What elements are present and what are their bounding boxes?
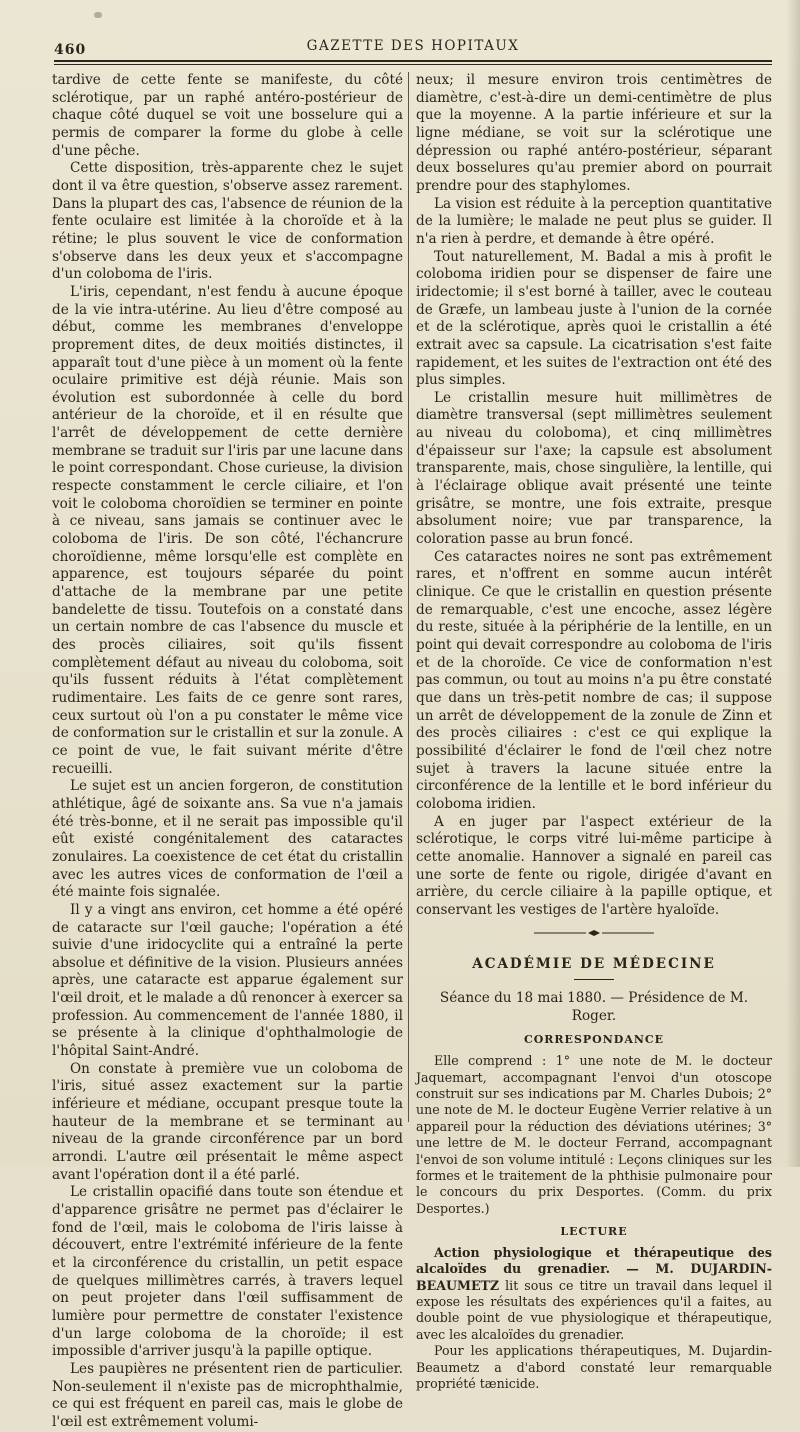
- paragraph: Les paupières ne présentent rien de particulier. Non-seulement il n'existe pas de microphthalmie, ce qui est fréquent en pareil cas, mais le globe de l'œil est extrêmement volumi-: [52, 1360, 403, 1430]
- lecture-body: lit sous ce titre un travail dans lequel il expose les résultats des expériences qu'il a faites, au double point de vue physiologique et thérapeutique, avec les alcaloïdes du grenadier.: [416, 1277, 772, 1342]
- paragraph: Il y a vingt ans environ, cet homme a été opéré de cataracte sur l'œil gauche; l'opération a été suivie d'une iridocyclite qui a entraîné la perte absolue et définitive de la vision. Plusieurs années après, une cataracte est apparue également sur l'œil droit, et le malade a dû renoncer à exercer sa profession. Au commencement de l'année 1880, il se présente à la clinique d'ophthalmologie de l'hôpital Saint-André.: [52, 901, 403, 1060]
- paragraph: Le cristallin opacifié dans toute son étendue et d'apparence grisâtre ne permet pas d'éclairer le fond de l'œil, mais le coloboma de l'iris laisse à découvert, entre l'extrémité inférieure de la fente et la circonférence du cristallin, un petit espace de quelques millimètres carrés, à travers lequel on peut projeter dans l'œil suffisamment de lumière pour permettre de constater l'existence d'un large coloboma de la choroïde; il est impossible d'arriver jusqu'à la papille optique.: [52, 1184, 403, 1360]
- paragraph: L'iris, cependant, n'est fendu à aucune époque de la vie intra-utérine. Au lieu d'être composé au début, comme les membranes d'enveloppe proprement dites, de deux moitiés distinctes, il apparaît tout d'une pièce à un moment où la fente oculaire primitive est déjà réunie. Mais son évolution est subordonnée à celle du bord antérieur de la choroïde, et il en résulte que l'arrêt de développement de cette dernière membrane se traduit sur l'iris par une lacune dans le point correspondant. Chose curieuse, la division respecte constamment le cercle ciliaire, et l'on voit le coloboma choroïdien se terminer en pointe à ce niveau, sans jamais se continuer avec le coloboma de l'iris. De son côté, l'échancrure choroïdienne, même lorsqu'elle est complète en apparence, est toujours séparée du point d'attache de la membrane par une petite bandelette de tissu. Toutefois on a constaté dans un certain nombre de cas l'absence du muscle et des procès ciliaires, soit qu'ils fissent complètement défaut au niveau du coloboma, soit qu'ils fussent réduits à l'état complètement rudimentaire. Les faits de ce genre sont rares, ceux surtout où l'on a pu constater le même vice de conformation sur le cristallin et sur la zonule. A ce point de vue, le fait suivant mérite d'être recueilli.: [52, 283, 403, 777]
- header-rule: [54, 60, 772, 62]
- paragraph: Pour les applications thérapeutiques, M. Dujardin-Beaumetz a d'abord constaté leur remarquable propriété tænicide.: [416, 1343, 772, 1392]
- running-title: GAZETTE DES HOPITAUX: [306, 38, 520, 54]
- page-number: 460: [54, 42, 87, 58]
- page-header: [54, 34, 772, 60]
- correspondance-block: [416, 1053, 772, 1217]
- paragraph: On constate à première vue un coloboma de l'iris, situé assez exactement sur la partie inférieure et médiane, occupant presque toute la hauteur de la membrane et se terminant au niveau de la grande circonférence par un bord arrondi. L'autre œil présentait le même aspect avant l'opération dont il a été parlé.: [52, 1060, 403, 1183]
- lecture-block: [416, 1245, 772, 1393]
- session-line: Séance du 18 mai 1880. — Présidence de M. Roger.: [439, 990, 749, 1024]
- short-rule: [574, 979, 614, 980]
- ink-smudge: [94, 12, 102, 18]
- section-separator-ornament: [534, 930, 654, 936]
- header-rule-thin: [54, 64, 772, 65]
- paragraph: [416, 1245, 772, 1343]
- page-edge-shadow: [786, 0, 800, 1167]
- paragraph: Le sujet est un ancien forgeron, de constitution athlétique, âgé de soixante ans. Sa vue n'a jamais été très-bonne, et il ne serait pas impossible qu'il eût existé congénitalement des cataractes zonulaires. La coexistence de cet état du cristallin avec les autres vices de conformation de l'œil a été mainte fois signalée.: [52, 778, 403, 901]
- subheading-lecture: LECTURE: [560, 1225, 628, 1239]
- paragraph: Elle comprend : 1° une note de M. le docteur Jaquemart, accompagnant l'envoi d'un otoscope construit sur ses indications par M. Charles Dubois; 2° une note de M. le docteur Eugène Verrier relative à un appareil pour la réduction des déviations utérines; 3° une lettre de M. le docteur Ferrand, accompagnant l'envoi de son volume intitulé : Leçons cliniques sur les formes et le traitement de la phthisie pulmonaire pour le concours du prix Desportes. (Comm. du prix Desportes.): [416, 1053, 772, 1216]
- paragraph: Tout naturellement, M. Badal a mis à profit le coloboma iridien pour se dispenser de faire une iridectomie; il s'est borné à tailler, avec le couteau de Græfe, un lambeau juste à l'union de la cornée et de la sclérotique, après quoi le cristallin a été extrait avec sa capsule. La cicatrisation s'est faite rapidement, et les suites de l'extraction ont été des plus simples.: [416, 248, 772, 389]
- lecture-title: Action physiologique et thérapeutique des alcaloïdes du grenadier.: [416, 1244, 772, 1277]
- paragraph: tardive de cette fente se manifeste, du côté sclérotique, par un raphé antéro-postérieur de chaque côté duquel se voit une bosselure qui a permis de comparer la forme du globe à celle d'une pêche.: [52, 72, 403, 159]
- paragraph: La vision est réduite à la perception quantitative de la lumière; le malade ne peut plus se guider. Il n'a rien à perdre, et demande à être opéré.: [416, 195, 772, 247]
- paragraph: neux; il mesure environ trois centimètres de diamètre, c'est-à-dire un demi-centimètre de plus que la moyenne. A la partie inférieure et sur la ligne médiane, se voit sur la sclérotique une dépression ou raphé antéro-postérieur, séparant deux bosselures qu'au premier abord on pourrait prendre pour des staphylomes.: [416, 72, 772, 194]
- paragraph: Ces cataractes noires ne sont pas extrêmement rares, et n'offrent en somme aucun intérêt clinique. Ce que le cristallin en question présente de remarquable, c'est une encoche, assez légère du reste, située à la périphérie de la lentille, en un point qui devait correspondre au coloboma de l'iris et de la choroïde. Ce vice de conformation n'est pas commun, ou tout au moins n'a pu être constaté que dans un très-petit nombre de cas; il suppose un arrêt de développement de la zonule de Zinn et des procès ciliaires : c'est ce qui explique la possibilité d'éclairer le fond de l'œil chez notre sujet à travers la lacune située entre la circonférence de la lentille et le bord inférieur du coloboma iridien.: [416, 548, 772, 812]
- right-column: [416, 72, 772, 1393]
- subheading-correspondance: CORRESPONDANCE: [523, 1033, 665, 1047]
- paragraph: Le cristallin mesure huit millimètres de diamètre transversal (sept millimètres seulement au niveau du coloboma), et cinq millimètres d'épaisseur sur l'axe; la capsule est absolument transparente, mais, chose singulière, la lentille, qui à l'éclairage oblique avait présenté une teinte grisâtre, se montre, une fois extraite, presque absolument noire; vue par transparence, la coloration passe au brun foncé.: [416, 389, 772, 548]
- left-column: [52, 72, 403, 1432]
- column-divider: [408, 72, 409, 1122]
- lecture-author: — M. DUJARDIN-BEAUMETZ: [416, 1261, 772, 1293]
- paragraph: A en juger par l'aspect extérieur de la sclérotique, le corps vitré lui-même participe à cette anomalie. Hannover a signalé en pareil cas une sorte de fente ou rigole, dirigée d'avant en arrière, du cercle ciliaire à la papille optique, et conservant les vestiges de l'artère hyaloïde.: [416, 813, 772, 918]
- section-title: ACADÉMIE DE MÉDECINE: [472, 955, 716, 972]
- paragraph: Cette disposition, très-apparente chez le sujet dont il va être question, s'observe assez rarement. Dans la plupart des cas, l'absence de réunion de la fente oculaire est limitée à la choroïde et à la rétine; le plus souvent le vice de conformation s'observe dans les deux yeux et s'accompagne d'un coloboma de l'iris.: [52, 160, 403, 283]
